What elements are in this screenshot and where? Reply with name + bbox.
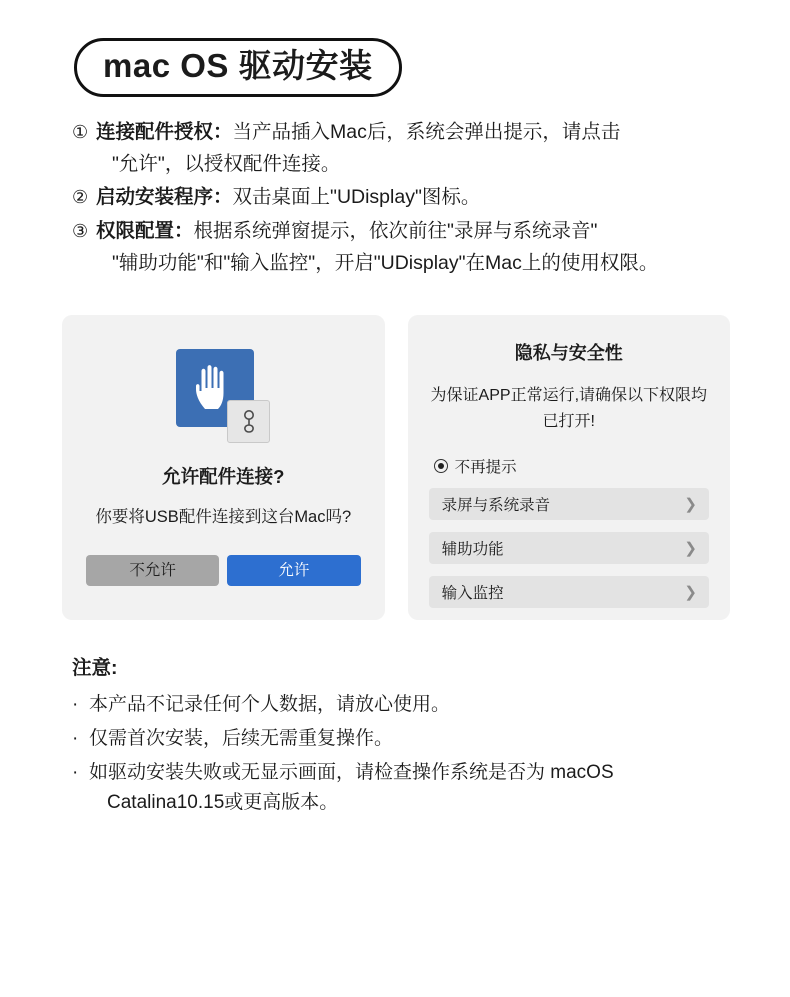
bullet-icon: ·: [72, 694, 79, 716]
privacy-security-panel: [408, 315, 730, 620]
panel-description: 为保证APP正常运行,请确保以下权限均已打开!: [430, 387, 708, 431]
notes-title: 注意:: [72, 657, 118, 680]
notes-section: [72, 652, 730, 819]
permission-list: [429, 488, 709, 608]
allow-button[interactable]: 允许: [227, 555, 360, 586]
note-body: [89, 758, 730, 820]
step-body: [96, 216, 730, 279]
step-text: 根据系统弹窗提示，依次前往"录屏与系统录音": [193, 220, 598, 243]
page-title: mac OS 驱动安装: [103, 47, 373, 84]
note-text: 仅需首次安装，后续无需重复操作。: [89, 727, 394, 749]
step-item: [72, 117, 730, 180]
note-text: 本产品不记录任何个人数据，请放心使用。: [89, 694, 451, 716]
step-continuation: "允许"，以授权配件连接。: [112, 152, 341, 175]
usb-permission-dialog: [62, 315, 385, 620]
step-lead: 启动安装程序：: [96, 186, 233, 209]
screenshot-cards: [62, 315, 730, 620]
step-body: [96, 117, 730, 180]
bullet-icon: ·: [72, 727, 79, 749]
step-lead: 权限配置：: [96, 220, 194, 243]
chevron-right-icon: ❯: [684, 495, 697, 513]
usb-accessory-icon: [176, 349, 270, 443]
note-text: 如驱动安装失败或无显示画面，请检查操作系统是否为 macOS: [89, 761, 614, 783]
permission-row[interactable]: [429, 532, 709, 564]
note-item: [72, 724, 730, 755]
step-text: 当产品插入Mac后，系统会弹出提示，请点击: [232, 121, 621, 144]
note-continuation: Catalina10.15或更高版本。: [107, 792, 339, 814]
page-title-badge: [74, 38, 402, 97]
deny-button[interactable]: 不允许: [86, 555, 219, 586]
bullet-icon: ·: [72, 761, 79, 783]
step-number: ①: [72, 122, 89, 143]
step-number: ②: [72, 187, 89, 208]
step-item: [72, 216, 730, 279]
dont-remind-radio-row[interactable]: [434, 455, 709, 477]
dialog-buttons: [86, 555, 361, 586]
panel-title: 隐私与安全性: [514, 343, 623, 364]
step-number: ③: [72, 221, 89, 242]
step-text: 双击桌面上"UDisplay"图标。: [232, 186, 481, 209]
step-continuation: "辅助功能"和"输入监控"，开启"UDisplay"在Mac上的使用权限。: [112, 251, 659, 274]
permission-row[interactable]: [429, 576, 709, 608]
permission-label: 输入监控: [441, 585, 504, 602]
step-item: [72, 182, 730, 214]
dialog-title: 允许配件连接?: [162, 466, 285, 488]
step-body: [96, 182, 730, 214]
permission-label: 辅助功能: [441, 541, 504, 558]
permission-label: 录屏与系统录音: [441, 497, 551, 514]
step-lead: 连接配件授权：: [96, 121, 233, 144]
dialog-subtitle: 你要将USB配件连接到这台Mac吗?: [95, 508, 352, 527]
dont-remind-label: 不再提示: [454, 459, 517, 476]
radio-selected-icon[interactable]: [434, 459, 448, 473]
steps-list: [72, 117, 730, 279]
chevron-right-icon: ❯: [684, 583, 697, 601]
permission-row[interactable]: [429, 488, 709, 520]
usb-plug-badge-icon: [227, 400, 270, 443]
note-item: [72, 758, 730, 820]
note-item: [72, 690, 730, 721]
chevron-right-icon: ❯: [684, 539, 697, 557]
